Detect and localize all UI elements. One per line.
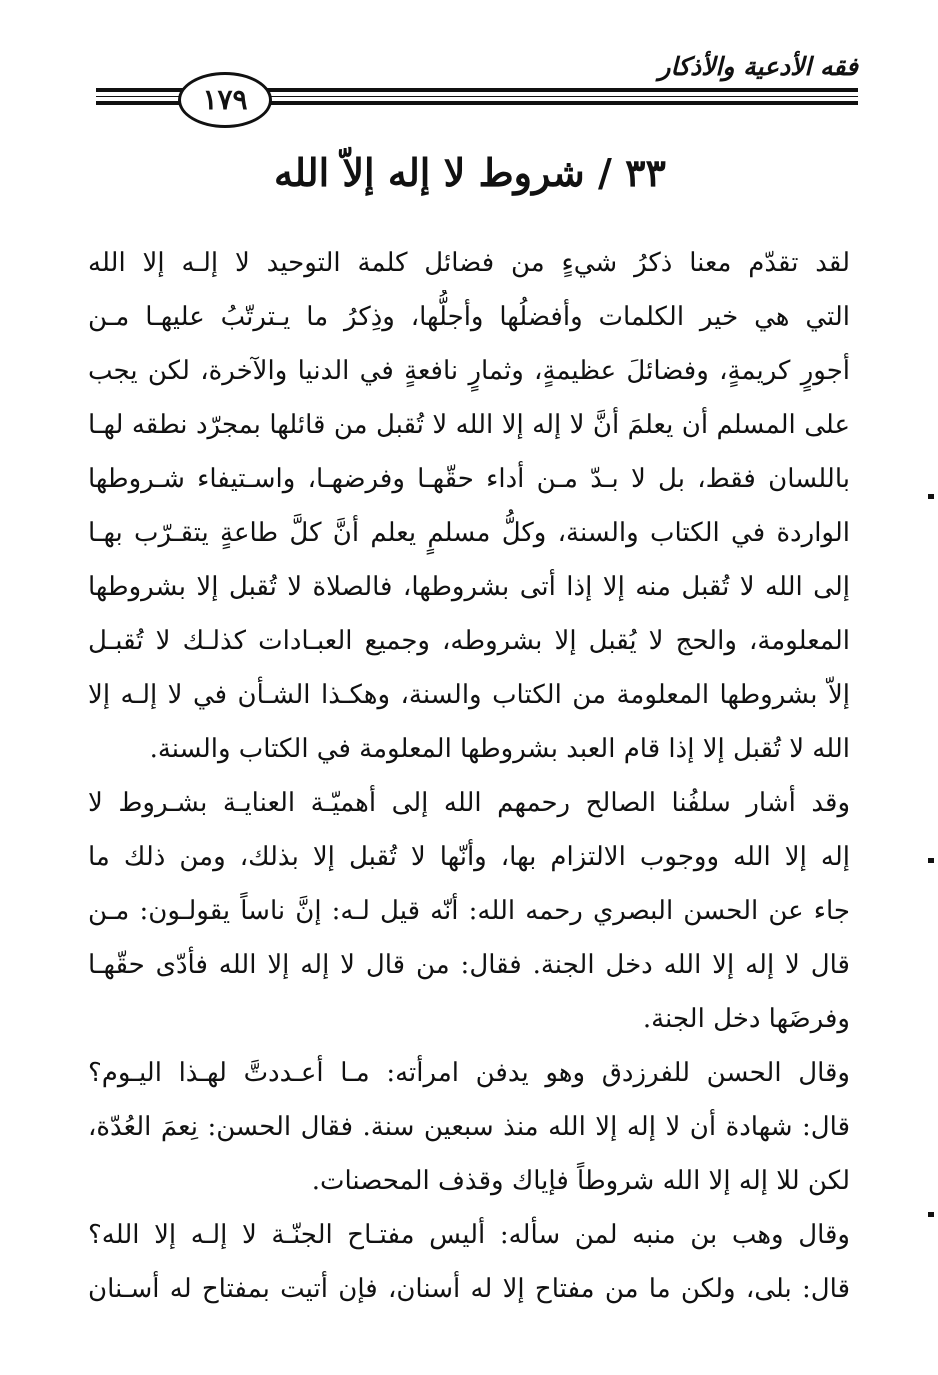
text-line: لقد تقدّم معنا ذكرُ شيءٍ من فضائل كلمة التوحيد لا إلـه إلا الله — [88, 248, 850, 278]
text-line: التي هي خير الكلمات وأفضلُها وأجلُّها، وذِكرُ ما يـترتّبُ عليهـا مـن — [88, 302, 850, 332]
running-title: فقه الأدعية والأذكار — [658, 52, 858, 81]
text-line: إله إلا الله ووجوب الالتزام بها، وأنّها لا تُقبل إلا بذلك، ومن ذلك ما — [88, 842, 850, 872]
text-line: إلى الله لا تُقبل منه إلا إذا أتى بشروطها، فالصلاة لا تُقبل إلا بشروطها — [88, 572, 850, 602]
text-line: قال: شهادة أن لا إله إلا الله منذ سبعين سنة. فقال الحسن: نِعمَ العُدّة، — [88, 1112, 850, 1142]
text-line: على المسلم أن يعلمَ أنَّ لا إله إلا الله لا تُقبل من قائلها بمجرّد نطقه لهـا — [88, 410, 850, 440]
text-line: الله لا تُقبل إلا إذا قام العبد بشروطها المعلومة في الكتاب والسنة. — [149, 734, 850, 764]
body-text — [88, 236, 850, 1316]
margin-mark — [928, 858, 934, 863]
text-line: أجورٍ كريمةٍ، وفضائلَ عظيمةٍ، وثمارٍ نافعةٍ في الدنيا والآخرة، لكن يجب — [88, 356, 850, 386]
text-line: إلاّ بشروطها المعلومة من الكتاب والسنة، وهكـذا الشـأن في لا إلـه إلا — [88, 680, 850, 710]
text-line: وفرضَها دخل الجنة. — [642, 1004, 850, 1034]
text-line: قال: بلى، ولكن ما من مفتاح إلا له أسنان، فإن أتيت بمفتاح له أسـنان — [88, 1274, 850, 1304]
text-line: لكن للا إله إلا الله شروطاً فإياك وقذف المحصنات. — [311, 1166, 850, 1196]
text-line: وقال وهب بن منبه لمن سأله: أليس مفتـاح الجنّـة لا إلـه إلا الله؟ — [88, 1220, 850, 1250]
page-number-oval — [178, 72, 272, 128]
text-line: وقد أشار سلفُنا الصالح رحمهم الله إلى أهميّـة العنايـة بشـروط لا — [88, 788, 850, 818]
page-number: ١٧٩ — [202, 83, 248, 116]
margin-mark — [928, 1212, 934, 1217]
chapter-title: ٣٣ / شروط لا إله إلاّ الله — [274, 150, 666, 195]
text-line: الواردة في الكتاب والسنة، وكلُّ مسلمٍ يعلم أنَّ كلَّ طاعةٍ يتقـرّب بهـا — [88, 518, 850, 548]
margin-mark — [928, 494, 934, 499]
text-line: قال لا إله إلا الله دخل الجنة. فقال: من قال لا إله إلا الله فأدّى حقّهـا — [88, 950, 850, 980]
text-line: جاء عن الحسن البصري رحمه الله: أنّه قيل لـه: إنَّ ناساً يقولـون: مـن — [88, 896, 850, 926]
text-line: وقال الحسن للفرزدق وهو يدفن امرأته: مـا أعـددتَّ لهـذا اليـوم؟ — [88, 1058, 850, 1088]
text-line: باللسان فقط، بل لا بـدّ مـن أداء حقّهـا وفرضهـا، واسـتيفاء شـروطها — [88, 464, 850, 494]
text-line: المعلومة، والحج لا يُقبل إلا بشروطه، وجميع العبـادات كذلـك لا تُقبـل — [88, 626, 850, 656]
